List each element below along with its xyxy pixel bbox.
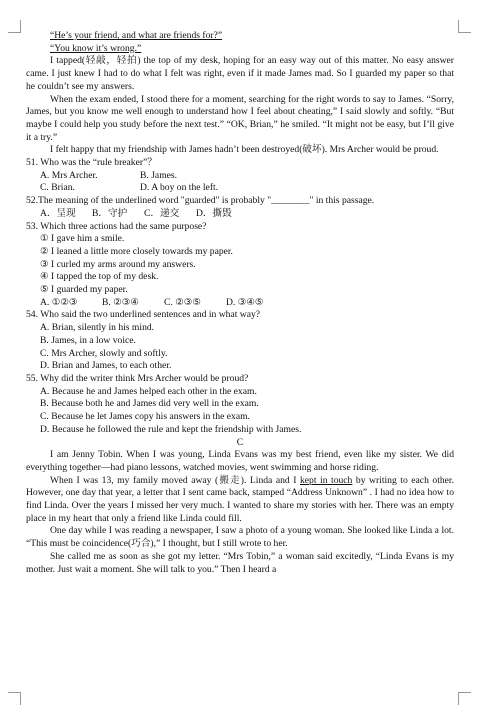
q53-item-3: ③ I curled my arms around my answers. (40, 258, 196, 270)
section-heading-c: C (236, 436, 244, 448)
q52-options (26, 208, 454, 221)
q53-item-1: ① I gave him a smile. (40, 233, 125, 245)
text-run: When I was 13, my family moved away (搬走). Linda and I (50, 474, 300, 486)
paragraph: One day while I was reading a newspaper, I saw a photo of a young woman. She looked like Linda a lot. “This must be coincidence(巧合),” I thought, but I still wrote to her. (26, 525, 454, 550)
text-run: by writing to each other. However, one day that year, a letter that I sent came back, stamped “Address Unknown” . I had no idea how to find Linda. Over the years I missed her very much. I wanted to share my stories with her. There was an empty place in my heart that only a friend like Linda could fill. (26, 474, 454, 524)
paragraph: I felt happy that my friendship with James hadn’t been destroyed(破坏). Mrs Archer would be proud. (50, 144, 439, 156)
q53-options (26, 297, 454, 310)
q54-option-c: C. Mrs Archer, slowly and softly. (40, 347, 168, 359)
question-52: 52.The meaning of the underlined word "guarded" is probably "________" in this passage. (26, 195, 375, 207)
q55-option-a: A. Because he and James helped each other in the exam. (40, 385, 257, 397)
question-55: 55. Why did the writer think Mrs Archer would be proud? (26, 372, 249, 384)
q51-options-row-2 (26, 182, 454, 195)
q55-option-b: B. Because both he and James did very well in the exam. (40, 398, 259, 410)
underlined-sentence-1: “He’s your friend, and what are friends for?” (50, 30, 223, 41)
crop-mark-bottom-left (8, 692, 21, 705)
q53-option-a: A. ①②③ (40, 296, 78, 308)
q51-option-d: D. A boy on the left. (140, 182, 219, 194)
question-51: 51. Who was the “rule breaker”？ (26, 157, 157, 169)
q53-item-2: ② I leaned a little more closely towards my paper. (40, 245, 233, 257)
q53-option-c: C. ②③⑤ (164, 296, 201, 308)
q55-option-d: D. Because he followed the rule and kept the friendship with James. (40, 423, 302, 435)
q51-option-a: A. Mrs Archer. (40, 169, 98, 181)
q51-options-row-1 (26, 170, 454, 183)
paragraph: When the exam ended, I stood there for a moment, searching for the right words to say to James. “Sorry, James, but you know me well enough to understand how I feel about cheating,” I said slowly and softly. “But maybe I could help you study before the next test.” “OK, Brian,” he smiled. “It might not be easy, but I’ll give it a try.” (26, 93, 454, 143)
q52-option-b: B．守护 (92, 207, 128, 219)
q52-option-d: D．撕毁 (196, 207, 232, 219)
crop-mark-top-right (458, 20, 471, 33)
q53-option-b: B. ②③④ (102, 296, 139, 308)
q52-option-c: C．递交 (144, 207, 180, 219)
q53-item-5: ⑤ I guarded my paper. (40, 284, 128, 296)
q52-option-a: A．呈现 (40, 207, 76, 219)
q51-option-b: B. James. (140, 169, 178, 181)
document-page (26, 30, 454, 576)
q53-option-d: D. ③④⑤ (226, 296, 264, 308)
question-54: 54. Who said the two underlined sentences and in what way? (26, 309, 261, 321)
q54-option-d: D. Brian and James, to each other. (40, 360, 172, 372)
underlined-sentence-2: “You know it’s wrong.” (50, 42, 142, 54)
q54-option-b: B. James, in a low voice. (40, 334, 136, 346)
paragraph: I am Jenny Tobin. When I was young, Linda Evans was my best friend, even like my sister. We did everything together—had piano lessons, watched movies, went swimming and horse riding. (26, 449, 454, 473)
q54-option-a: A. Brian, silently in his mind. (40, 322, 155, 334)
crop-mark-bottom-right (458, 692, 471, 705)
paragraph: I tapped(轻敲，轻拍) the top of my desk, hoping for an easy way out of this matter. No easy answer came. I just knew I had to do what I felt was right, even if it made James mad. So I guarded my paper so that he couldn’t see my answers. (26, 55, 454, 92)
paragraph: She called me as soon as she got my letter. “Mrs Tobin,” a woman said excitedly, “Linda Evans is my mother. Just wait a moment. She will talk to you.” Then I heard a (26, 550, 454, 575)
crop-mark-top-left (8, 20, 21, 33)
q51-option-c: C. Brian. (40, 182, 75, 194)
paragraph (26, 475, 454, 526)
underlined-phrase: kept in touch (299, 474, 353, 486)
question-53: 53. Which three actions had the same purpose? (26, 220, 207, 232)
q53-item-4: ④ I tapped the top of my desk. (40, 271, 159, 283)
q55-option-c: C. Because he let James copy his answers in the exam. (40, 411, 250, 423)
